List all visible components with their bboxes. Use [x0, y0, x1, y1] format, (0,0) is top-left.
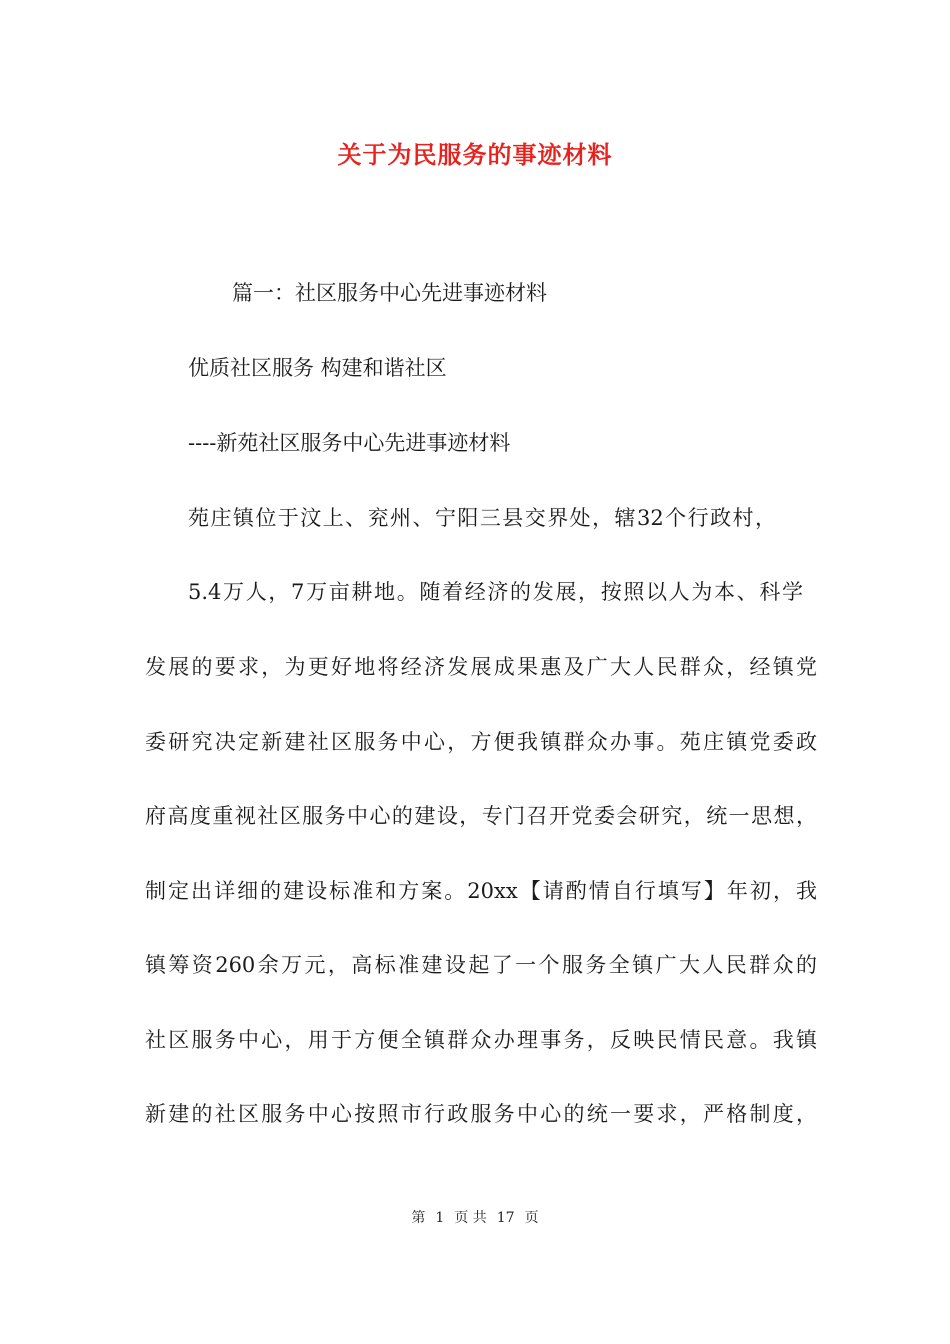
paragraph-line: 发展的要求，为更好地将经济发展成果惠及广大人民群众，经镇党 [145, 655, 817, 679]
paragraph-line: 苑庄镇位于汶上、兖州、宁阳三县交界处，辖32个行政村， [188, 506, 776, 530]
page-label-middle: 页 共 [454, 1210, 487, 1226]
paragraph-line: 府高度重视社区服务中心的建设，专门召开党委会研究，统一思想， [145, 804, 817, 828]
paragraph-line: 镇筹资260余万元，高标准建设起了一个服务全镇广大人民群众的 [145, 953, 817, 977]
subtitle-line: 优质社区服务 构建和谐社区 [188, 356, 447, 380]
paragraph-line: 5.4万人，7万亩耕地。随着经济的发展，按照以人为本、科学 [188, 580, 803, 604]
total-pages-number: 17 [496, 1210, 515, 1226]
section-heading: 篇一：社区服务中心先进事迹材料 [232, 281, 547, 305]
page-label-prefix: 第 [411, 1210, 426, 1226]
subtitle-line: ----新苑社区服务中心先进事迹材料 [188, 431, 511, 455]
page-label-suffix: 页 [524, 1210, 539, 1226]
document-title: 关于为民服务的事迹材料 [337, 140, 613, 169]
paragraph-line: 新建的社区服务中心按照市行政服务中心的统一要求，严格制度， [145, 1102, 817, 1126]
current-page-number: 1 [435, 1210, 445, 1226]
paragraph-line: 委研究决定新建社区服务中心，方便我镇群众办事。苑庄镇党委政 [145, 730, 817, 754]
paragraph-line: 制定出详细的建设标准和方案。20xx【请酌情自行填写】年初，我 [145, 879, 817, 903]
page-footer [0, 1208, 950, 1228]
paragraph-line: 社区服务中心，用于方便全镇群众办理事务，反映民情民意。我镇 [145, 1028, 817, 1052]
